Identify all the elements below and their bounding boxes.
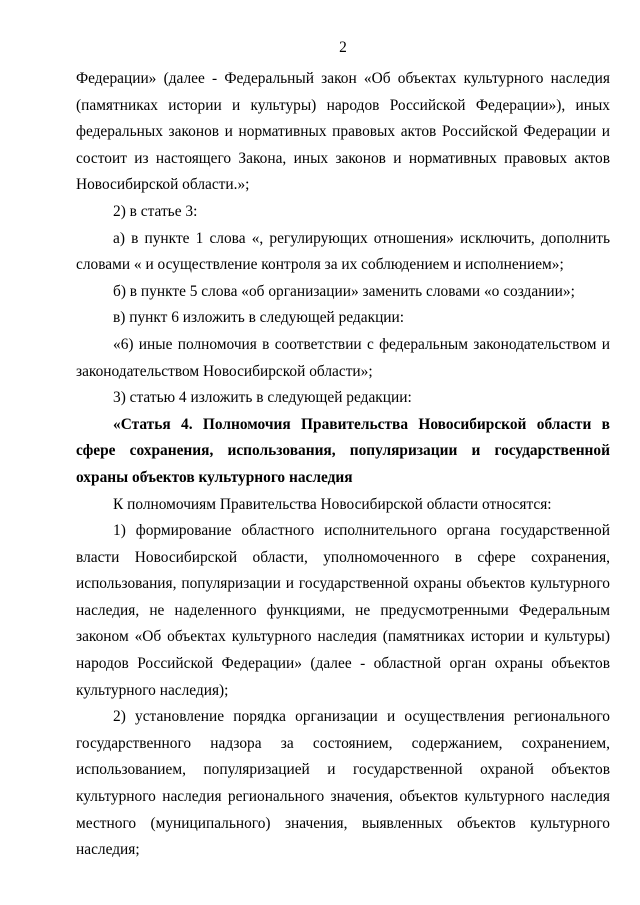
paragraph-item-2a: а) в пункте 1 слова «, регулирующих отношения» исключить, дополнить словами « и осуществление контроля за их соблюдением и исполнением»; <box>76 229 610 274</box>
page-number: 2 <box>339 39 347 56</box>
paragraph-item-3: 3) статью 4 изложить в следующей редакции: <box>113 389 412 407</box>
paragraph-power-2: 2) установление порядка организации и осуществления регионального государственного надзора за состоянием, содержанием, сохранением, использованием, популяризацией и государственной охраной объектов культурного наследия регионального значения, объектов культурного наследия местного (муниципального) значения, выявленных объектов культурного наследия; <box>76 708 610 859</box>
paragraph-power-1: 1) формирование областного исполнительного органа государственной власти Новосибирской области, уполномоченного в сфере сохранения, использования, популяризации и государственной охраны объектов культурного наследия, не наделенного функциями, не предусмотренными Федеральным законом «Об объектах культурного наследия (памятниках истории и культуры) народов Российской Федерации» (далее - областной орган охраны объектов культурного наследия); <box>76 522 610 699</box>
paragraph-item-2v: в) пункт 6 изложить в следующей редакции: <box>113 309 405 327</box>
article-4-heading: «Статья 4. Полномочия Правительства Новосибирской области в сфере сохранения, использования, популяризации и государственной охраны объектов культурного наследия <box>76 415 610 486</box>
paragraph-item-2b: б) в пункте 5 слова «об организации» заменить словами «о создании»; <box>113 282 575 300</box>
paragraph-continuation: Федерации» (далее - Федеральный закон «Об объектах культурного наследия (памятниках истории и культуры) народов Российской Федерации»), иных федеральных законов и нормативных правовых актов Российской Федерации и состоит из настоящего Закона, иных законов и нормативных правовых актов Новосибирской области.»; <box>76 70 610 194</box>
document-page <box>76 38 610 864</box>
paragraph-powers-intro: К полномочиям Правительства Новосибирской области относятся: <box>113 495 552 513</box>
paragraph-item-6-text: «6) иные полномочия в соответствии с федеральным законодательством и законодательством Новосибирской области»; <box>76 335 610 380</box>
paragraph-item-2: 2) в статье 3: <box>113 202 198 220</box>
